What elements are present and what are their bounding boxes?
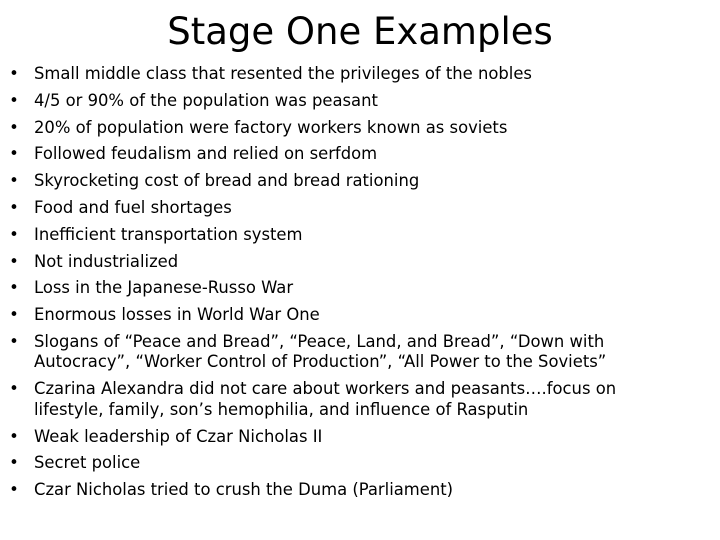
bullet-dot-icon: • [9, 453, 19, 473]
bullet-text: Czar Nicholas tried to crush the Duma (Parliament) [34, 480, 454, 500]
bullet-dot-icon: • [9, 426, 19, 446]
bullet-item [0, 278, 700, 299]
bullet-dot-icon: • [9, 278, 19, 298]
bullet-dot-icon: • [9, 90, 19, 110]
bullet-dot-icon: • [9, 480, 19, 500]
bullet-item [0, 305, 700, 326]
bullet-text: Food and fuel shortages [34, 197, 232, 217]
bullet-text: 4/5 or 90% of the population was peasant [34, 90, 378, 110]
bullet-dot-icon: • [9, 305, 19, 325]
bullet-text: Followed feudalism and relied on serfdom [34, 144, 378, 164]
bullet-item [0, 453, 700, 474]
bullet-text: Autocracy”, “Worker Control of Production”, “All Power to the Soviets” [34, 352, 607, 372]
bullet-dot-icon: • [9, 224, 19, 244]
bullet-item [0, 171, 700, 192]
bullet-item [0, 332, 700, 373]
bullet-item [0, 379, 700, 420]
bullet-item [0, 252, 700, 273]
bullet-dot-icon: • [9, 251, 19, 271]
bullet-list [0, 64, 700, 507]
bullet-dot-icon: • [9, 171, 19, 191]
bullet-text: Inefficient transportation system [34, 224, 303, 244]
bullet-text: Czarina Alexandra did not care about workers and peasants….focus on [34, 379, 617, 399]
bullet-text: Not industrialized [34, 251, 179, 271]
bullet-item [0, 198, 700, 219]
bullet-text: lifestyle, family, son’s hemophilia, and influence of Rasputin [34, 399, 529, 419]
bullet-dot-icon: • [9, 144, 19, 164]
bullet-text: Skyrocketing cost of bread and bread rationing [34, 171, 420, 191]
bullet-text: 20% of population were factory workers known as soviets [34, 117, 508, 137]
bullet-dot-icon: • [9, 64, 19, 83]
bullet-dot-icon: • [9, 117, 19, 137]
bullet-dot-icon: • [9, 379, 19, 399]
slide-title: Stage One Examples [167, 10, 553, 53]
bullet-dot-icon: • [9, 197, 19, 217]
bullet-item [0, 118, 700, 139]
bullet-text: Secret police [34, 453, 141, 473]
bullet-item [0, 225, 700, 246]
bullet-text: Slogans of “Peace and Bread”, “Peace, Land, and Bread”, “Down with [34, 331, 605, 351]
bullet-item [0, 480, 700, 501]
bullet-item [0, 64, 700, 85]
bullet-text: Small middle class that resented the privileges of the nobles [34, 64, 532, 83]
bullet-item [0, 427, 700, 448]
bullet-item [0, 91, 700, 112]
bullet-item [0, 144, 700, 165]
bullet-dot-icon: • [9, 331, 19, 351]
bullet-text: Weak leadership of Czar Nicholas II [34, 426, 323, 446]
bullet-text: Loss in the Japanese-Russo War [34, 278, 294, 298]
bullet-text: Enormous losses in World War One [34, 305, 320, 325]
